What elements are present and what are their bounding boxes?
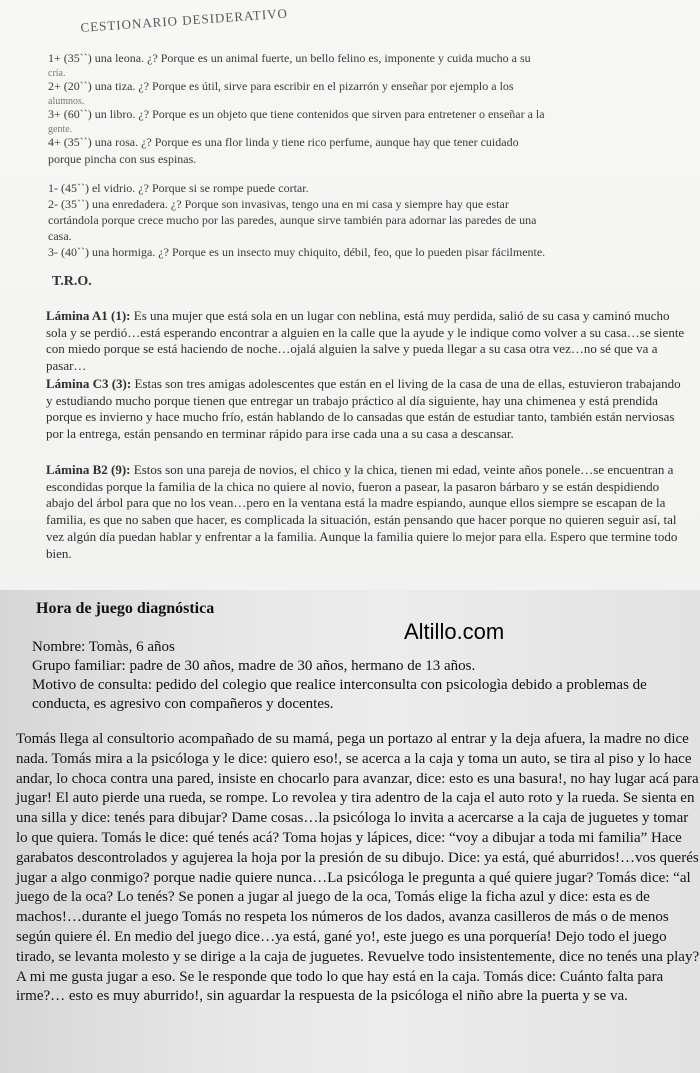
lamina-label: Lámina C3 (3):	[46, 376, 132, 391]
lamina-text: Estos son una pareja de novios, el chico y la chica, tienen mi edad, veinte años ponele…se encuentran a escondidas porque la familia de la chica no quiere al novio, fueron a pasear, la pasaron bárbaro y se están despidiendo abajo del árbol para que no los vean…pero en la ventana está la madre espiando, aunque ellos siempre se escapan de la familia, es que no saben que hacer, es complicada la situación, están pensando que hacer porque no quieren seguir así, tal vez algún día puedan hablar y enfrentar a la familia. Aunque la familia quiere lo mejor para ella. Espero que termine todo bien.	[46, 462, 678, 561]
questionnaire-line: 4+ (35``) una rosa. ¿? Porque es una flor linda y tiene rico perfume, aunque hay que tener cuidado	[48, 135, 519, 149]
lamina-text: Estas son tres amigas adolescentes que están en el living de la casa de una de ellas, estuvieron trabajando y estudiando mucho porque tienen que entregar un trabajo práctico al día siguiente, hay una chimenea y está prendida porque es invierno y hace mucho frío, están hablando de lo cansadas que están de estudiar tanto, también están nerviosas por la entrega, están pensando en terminar rápido para irse cada una a su casa a descansar.	[46, 376, 681, 442]
questionnaire-line: cortándola porque crece mucho por las paredes, aunque sirve también para adornar las paredes de una	[48, 213, 537, 227]
questionnaire-line: 2- (35``) una enredadera. ¿? Porque son invasivas, tengo una en mi casa y siempre hay que estar	[48, 197, 509, 211]
questionnaire-line: 2+ (20``) una tiza. ¿? Porque es útil, sirve para escribir en el pizarrón y enseñar por ejemplo a los	[48, 79, 514, 93]
questionnaire-line: 1+ (35``) una leona. ¿? Porque es un animal fuerte, un bello felino es, imponente y cuida mucho a su	[48, 51, 531, 65]
consultation-reason-cont: conducta, es agresivo con compañeros y docentes.	[32, 696, 334, 712]
questionnaire-line: casa.	[48, 229, 72, 243]
patient-name: Nombre: Tomàs, 6 años	[32, 639, 175, 655]
play-hour-title: Hora de juego diagnóstica	[36, 600, 215, 617]
lamina-paragraph	[46, 308, 686, 375]
questionnaire-line: 3+ (60``) un libro. ¿? Porque es un objeto que tiene contenidos que sirven para entretener o enseñar a la	[48, 107, 545, 121]
consultation-reason: Motivo de consulta: pedido del colegio que realice interconsulta con psicologìa debido a problemas de	[32, 677, 647, 693]
questionnaire-line: gente.	[48, 124, 73, 135]
lamina-paragraph	[46, 376, 686, 443]
questionnaire-line: 3- (40``) una hormiga. ¿? Porque es un insecto muy chiquito, débil, feo, que lo pueden pisar fácilmente.	[48, 245, 546, 259]
questionnaire-line: porque pincha con sus espinas.	[48, 152, 197, 166]
lamina-label: Lámina A1 (1):	[46, 308, 131, 323]
lamina-text: Es una mujer que está sola en un lugar con neblina, está muy perdida, salió de su casa y caminó mucho sola y se perdió…está esperando encontrar a alguien en la calle que la ayude y le indique como volver a su casa…se siente con miedo porque se está haciendo de noche…ojalá alguien la salve y pueda llegar a su casa otra vez…no sé que va a pasar…	[46, 308, 685, 374]
questionnaire-title: CESTIONARIO DESIDERATIVO	[80, 5, 289, 35]
tro-heading: T.R.O.	[52, 274, 92, 289]
questionnaire-line: alumnos.	[48, 96, 85, 107]
family-group: Grupo familiar: padre de 30 años, madre de 30 años, hermano de 13 años.	[32, 658, 476, 674]
questionnaire-line: cría.	[48, 68, 66, 79]
lamina-label: Lámina B2 (9):	[46, 462, 131, 477]
questionnaire-line: 1- (45``) el vidrio. ¿? Porque si se rompe puede cortar.	[48, 181, 309, 195]
session-narrative: Tomás llega al consultorio acompañado de su mamá, pega un portazo al entrar y la deja afuera, la madre no dice nada. Tomás mira a la psicóloga y le dice: quiero eso!, se acerca a la caja y toma un auto, se tira al piso y lo hace andar, lo choca contra una pared, insiste en chocarlo para avanzar, dice: esto es una basura!, no hay lugar acá para jugar! El auto pierde una rueda, se rompe. Lo revolea y tira adentro de la caja el auto roto y la rueda. Se sienta en una silla y dice: tenés para dibujar? Dame cosas…la psicóloga lo invita a acercarse a la caja de juguetes y tomar lo que quiera. Tomás le dice: qué tenés acá? Toma hojas y lápices, dice: “voy a dibujar a toda mi familia” Hace garabatos descontrolados y agujerea la hoja por la presión de su dibujo. Dice: ya está, qué aburridos!…vos querés jugar a algo conmigo? porque nadie quiere nunca…La psicóloga le pregunta a qué quiere jugar? Tomás dice: “al juego de la oca? Lo tenés? Se ponen a jugar al juego de la oca, Tomás elige la ficha azul y dice: esta es de machos!…durante el juego Tomás no respeta los números de los dados, avanza casilleros de más o de menos según quiere él. En medio del juego dice…ya está, gané yo!, este juego es una porquería! Dejo todo el juego tirado, se levanta molesto y se dirige a la caja de juguetes. Revuelve todo insistentemente, dice no tenés una play? A mi me gusta jugar a eso. Se le responde que todo lo que hay está en la caja. Tomás dice: Cuánto falta para irme?… esto es muy aburrido!, sin aguardar la respuesta de la psicóloga el niño abre la puerta y se va.	[16, 731, 700, 1005]
lamina-paragraph	[46, 462, 686, 562]
site-watermark: Altillo.com	[404, 619, 505, 644]
